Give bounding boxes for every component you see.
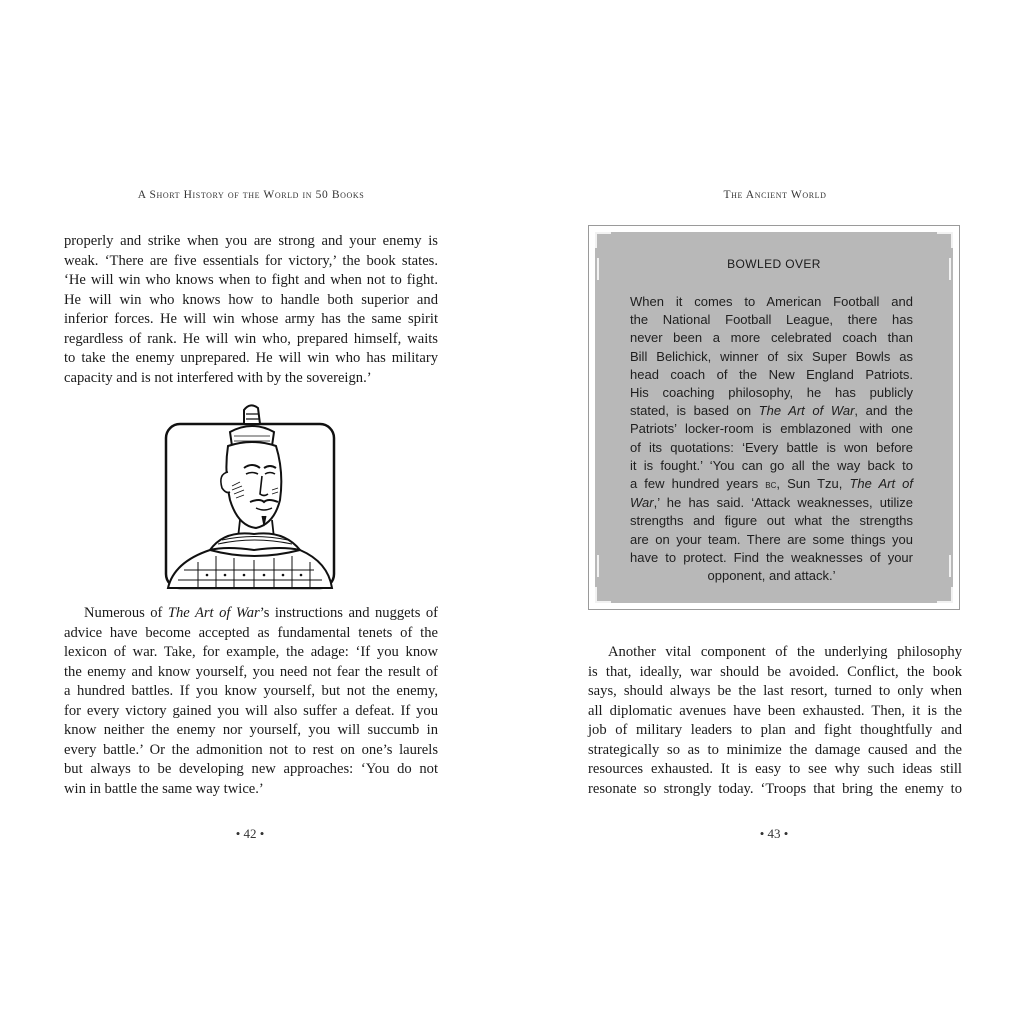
text-line: head coach of the New England Patriots.: [630, 366, 913, 382]
text-line: properly and strike when you are strong and your enemy is: [64, 233, 438, 249]
book-title: The Art of War: [758, 403, 855, 419]
page-number-left: • 42 •: [235, 826, 265, 841]
text-line: it is fought.’ ‘You can go all the way back to: [630, 457, 913, 473]
right-page: [512, 0, 1025, 1025]
text-line: Another vital component of the underlying philosophy: [608, 644, 962, 660]
era-abbreviation: bc: [765, 479, 777, 492]
text-run: stated, is based on: [630, 403, 759, 419]
text-line: for every victory gained you will also suffer a defeat. If you: [64, 702, 438, 719]
text-line: opponent, and attack.’: [707, 568, 836, 584]
left-page: [0, 0, 512, 1025]
page-number-right: • 43 •: [759, 826, 789, 841]
text-run: , Sun Tzu,: [776, 476, 850, 492]
left-paragraph-2: [64, 604, 438, 799]
text-line: resonate so strongly today. ‘Troops that bring the enemy to: [588, 780, 962, 797]
text-line: [630, 402, 913, 420]
text-run: a few hundred years: [630, 476, 766, 492]
text-line: every battle.’ Or the admonition not to rest on one’s laurels: [64, 741, 438, 758]
text-line: win in battle the same way twice.’: [64, 780, 264, 797]
text-line: the National Football League, there has: [630, 312, 913, 328]
corner-ornament: [595, 587, 611, 603]
left-paragraph-1: [64, 232, 438, 388]
text-line: a hundred battles. If you know yourself, but not the enemy,: [64, 683, 438, 699]
text-line: lexicon of war. Take, for example, the adage: ‘If you know: [64, 644, 438, 660]
text-line: know neither the enemy nor yourself, you will succumb in: [64, 722, 438, 738]
terracotta-warrior-illustration: [164, 402, 336, 592]
text-line: regardless of rank. He will win who, prepared himself, waits: [64, 330, 438, 347]
text-line: capacity and is not interfered with by the sovereign.’: [64, 369, 372, 386]
sidebar-text: [630, 293, 913, 585]
text-line: When it comes to American Football and: [630, 294, 913, 309]
text-line: inferior forces. He will win whose army has the same spirit: [64, 311, 438, 327]
text-line: have to protect. Find the weaknesses of your: [630, 549, 913, 565]
corner-ornament: [595, 232, 611, 248]
text-line: job of military leaders to plan and fight thoughtfully and: [588, 722, 962, 738]
text-line: [630, 494, 913, 512]
text-line: He will win who knows how to handle both superior and: [64, 291, 438, 308]
text-run: Numerous of: [84, 605, 168, 621]
right-paragraph-1: [588, 643, 962, 799]
text-line: ‘He will win who knows when to fight and when not to fight.: [64, 272, 438, 288]
text-line: [630, 475, 913, 494]
text-run: , and the: [854, 403, 913, 419]
text-line: of its quotations: ‘Every battle is won before: [630, 439, 913, 455]
text-run: ,’ he has said. ‘Attack weaknesses, utilize: [653, 495, 913, 511]
text-line: to take the enemy unprepared. He will win who has military: [64, 350, 438, 366]
text-line: strategically so as to minimize the damage caused and the: [588, 741, 962, 758]
text-line: the enemy and know yourself, you need not fear the result of: [64, 663, 438, 680]
sidebar-box: [588, 225, 960, 610]
book-title: The Art of: [849, 476, 913, 492]
book-title: The Art of War: [167, 605, 260, 621]
text-line: all diplomatic avenues have been exhausted. Then, it is the: [588, 702, 962, 719]
text-line: but always to be developing new approaches: ‘You do not: [64, 761, 438, 777]
running-head-left: A Short History of the World in 50 Books: [137, 189, 365, 201]
text-line: strengths and figure out what the strengths: [630, 513, 913, 529]
text-line: His coaching philosophy, he has publicly: [630, 385, 913, 401]
text-line: [64, 604, 438, 624]
running-head-right: The Ancient World: [723, 189, 827, 201]
sidebar-title: BOWLED OVER: [727, 257, 821, 271]
corner-ornament: [937, 587, 953, 603]
corner-ornament: [937, 232, 953, 248]
border-ornament: [597, 555, 599, 577]
text-line: says, should always be the last resort, turned to only when: [588, 683, 962, 699]
text-line: weak. ‘There are five essentials for victory,’ the book states.: [64, 252, 438, 269]
border-ornament: [949, 555, 951, 577]
text-line: is that, ideally, war should be avoided. Conflict, the book: [588, 663, 962, 680]
book-title: War: [630, 495, 654, 511]
text-line: Patriots’ locker-room is emblazoned with one: [630, 421, 913, 437]
text-line: Bill Belichick, winner of six Super Bowls as: [630, 348, 913, 364]
text-run: ’s instructions and nuggets of: [259, 605, 438, 621]
text-line: never been a more celebrated coach than: [630, 330, 913, 346]
text-line: are on your team. There are some things you: [630, 531, 913, 547]
text-line: advice have become accepted as fundamental tenets of the: [64, 624, 438, 641]
text-line: resources exhausted. It is easy to see why such ideas still: [588, 761, 962, 777]
